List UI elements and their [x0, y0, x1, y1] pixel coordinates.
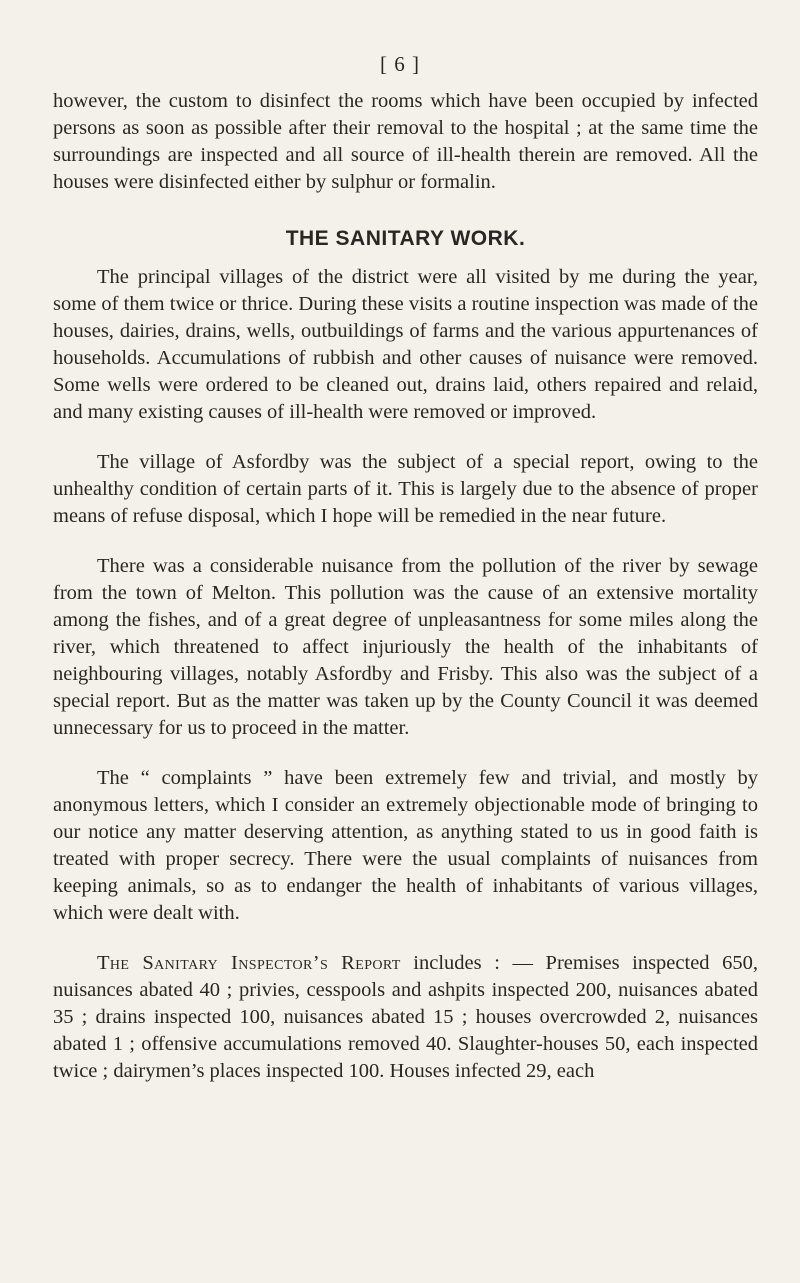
paragraph-river-pollution: There was a considerable nuisance from the pollution of the river by sewage from the town of Melton. This pollution was the cause of an extensive mortality among the fishes, and of a great degree of unpleasantness for some miles along the river, which threatened to affect injuriously the health of the inhabitants of neighbouring villages, notably Asfordby and Frisby. This also was the subject of a special report. But as the matter was taken up by the County Council it was deemed unnecessary for us to proceed in the matter.: [53, 555, 758, 739]
paragraph-asfordby-report: The village of Asfordby was the subject of a special report, owing to the unhealthy condition of certain parts of it. This is largely due to the absence of proper means of refuse disposal, which I hope will be remedied in the near future.: [53, 451, 758, 527]
section-heading-sanitary-work: THE SANITARY WORK.: [285, 227, 526, 250]
page-number: [ 6 ]: [380, 52, 420, 76]
inspector-report-text: includes : — Premises inspected 650, nuisances abated 40 ; privies, cesspools and ashpits inspected 200, nuisances abated 35 ; drains inspected 100, nuisances abated 15 ; houses overcrowded 2, nuisances abated 1 ; offensive accumulations removed 40. Slaughter-houses 50, each inspected twice ; dairymen’s places inspected 100. Houses infected 29, each: [53, 952, 758, 1082]
paragraph-village-visits: The principal villages of the district were all visited by me during the year, some of them twice or thrice. During these visits a routine inspection was made of the houses, dairies, drains, wells, outbuildings of farms and the various appurtenances of households. Accumulations of rubbish and other causes of nuisance were removed. Some wells were ordered to be cleaned out, drains laid, others repaired and relaid, and many existing causes of ill-health were removed or improved.: [53, 266, 758, 423]
page-content: [53, 88, 758, 1085]
paragraph-inspector-report: [53, 950, 758, 1085]
paragraph-disinfection: however, the custom to disinfect the rooms which have been occupied by infected persons as soon as possible after their removal to the hospital ; at the same time the surroundings are inspected and all source of ill-health therein are removed. All the houses were disinfected either by sulphur or formalin.: [53, 90, 758, 193]
paragraph-complaints: The “ complaints ” have been extremely few and trivial, and mostly by anonymous letters, which I consider an extremely objectionable mode of bringing to our notice any matter deserving attention, as anything stated to us in good faith is treated with proper secrecy. There were the usual complaints of nuisances from keeping animals, so as to endanger the health of inhabitants of various villages, which were dealt with.: [53, 767, 758, 924]
inspector-report-title: The Sanitary Inspector’s Report: [97, 952, 401, 974]
